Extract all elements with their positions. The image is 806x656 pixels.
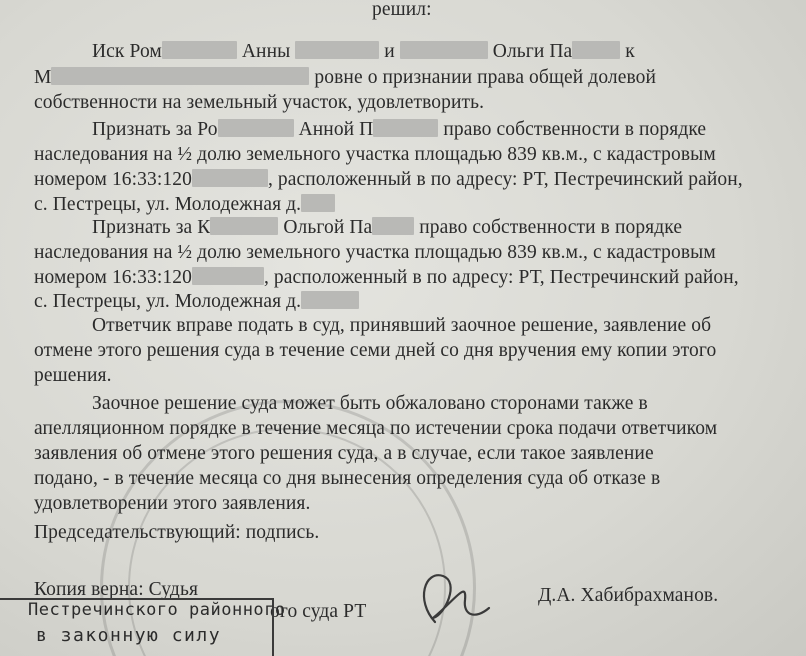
redaction-block: [218, 119, 294, 137]
body-text: , расположенный в по адресу: РТ, Пестречинский район,: [267, 169, 743, 190]
redaction-block: [572, 41, 620, 59]
body-line: [34, 168, 743, 192]
body-text: номером 16:33:120: [34, 169, 192, 190]
redaction-block: [162, 41, 237, 59]
body-text: право собственности в порядке: [438, 119, 707, 140]
body-line: [34, 290, 359, 314]
body-text: и: [379, 41, 400, 62]
redaction-block: [51, 67, 309, 85]
body-line: [34, 193, 335, 217]
body-line: [34, 364, 112, 388]
body-text: ровне о признании права общей долевой: [309, 67, 657, 88]
judge-signature: [405, 560, 495, 630]
body-text: право собственности в порядке: [414, 217, 683, 238]
body-line: [34, 442, 654, 466]
redaction-block: [400, 41, 488, 59]
body-text: Ольгой Па: [278, 217, 373, 238]
body-line: [34, 417, 717, 441]
body-text: Иск Ром: [92, 41, 162, 62]
redaction-block: [192, 169, 268, 187]
judge-name: Д.А. Хабибрахманов.: [538, 585, 719, 606]
redaction-block: [373, 119, 438, 137]
body-text: подано, - в течение месяца со дня вынесения определения суда об отказе в: [34, 468, 661, 489]
legal-force-stamp-line2: в законную силу: [36, 625, 222, 646]
body-text: апелляционном порядке в течение месяца по истечении срока подачи ответчиком: [34, 418, 718, 439]
body-line: [92, 314, 711, 338]
body-text: Анной П: [293, 119, 374, 140]
body-text: Ольги Па: [487, 41, 573, 62]
body-text: с. Пестрецы, ул. Молодежная д.: [34, 194, 302, 215]
body-line: [92, 392, 648, 416]
redaction-block: [301, 194, 335, 212]
redaction-block: [192, 267, 264, 285]
body-text: Ответчик вправе подать в суд, принявший заочное решение, заявление об: [92, 315, 712, 336]
body-text: собственности на земельный участок, удовлетворить.: [34, 92, 485, 113]
body-text: заявления об отмене этого решения суда, а в случае, если такое заявление: [34, 443, 654, 464]
body-line: [34, 143, 716, 167]
body-text: решения.: [34, 365, 112, 386]
body-line: [34, 91, 484, 115]
court-name-tail: ого суда РТ: [270, 601, 367, 622]
body-text: , расположенный в по адресу: РТ, Пестречинский район,: [263, 267, 739, 288]
body-text: номером 16:33:120: [34, 267, 192, 288]
body-line: [92, 216, 682, 240]
body-line: [92, 118, 706, 142]
body-text: Признать за К: [92, 217, 211, 238]
redaction-block: [372, 217, 414, 235]
decision-heading: решил:: [372, 0, 432, 20]
body-text: с. Пестрецы, ул. Молодежная д.: [34, 291, 302, 312]
body-text: наследования на ½ долю земельного участка площадью 839 кв.м., с кадастровым: [34, 242, 716, 263]
body-line: [34, 266, 739, 290]
legal-force-stamp-line1: Пестречинского районного: [28, 600, 286, 620]
redaction-block: [301, 291, 359, 309]
body-text: Признать за Ро: [92, 119, 218, 140]
body-text: к: [620, 41, 635, 62]
body-line: [34, 241, 716, 265]
body-line: [34, 467, 660, 491]
redaction-block: [210, 217, 278, 235]
body-line: [92, 40, 635, 64]
legal-force-stamp: [0, 598, 286, 656]
body-text: Анны: [236, 41, 296, 62]
chair-signature-line: Председательствующий: подпись.: [34, 522, 320, 543]
redaction-block: [295, 41, 379, 59]
body-text: отмене этого решения суда в течение семи дней со дня вручения ему копии этого: [34, 340, 717, 361]
body-line: [34, 339, 716, 363]
body-text: Заочное решение суда может быть обжаловано сторонами также в: [92, 393, 648, 414]
body-line: [34, 492, 310, 516]
body-text: М: [34, 67, 52, 88]
body-line: [34, 66, 656, 90]
body-text: удовлетворении этого заявления.: [34, 493, 311, 514]
body-text: наследования на ½ долю земельного участка площадью 839 кв.м., с кадастровым: [34, 144, 716, 165]
copy-certified-line: Копия верна: Судья: [34, 579, 199, 600]
